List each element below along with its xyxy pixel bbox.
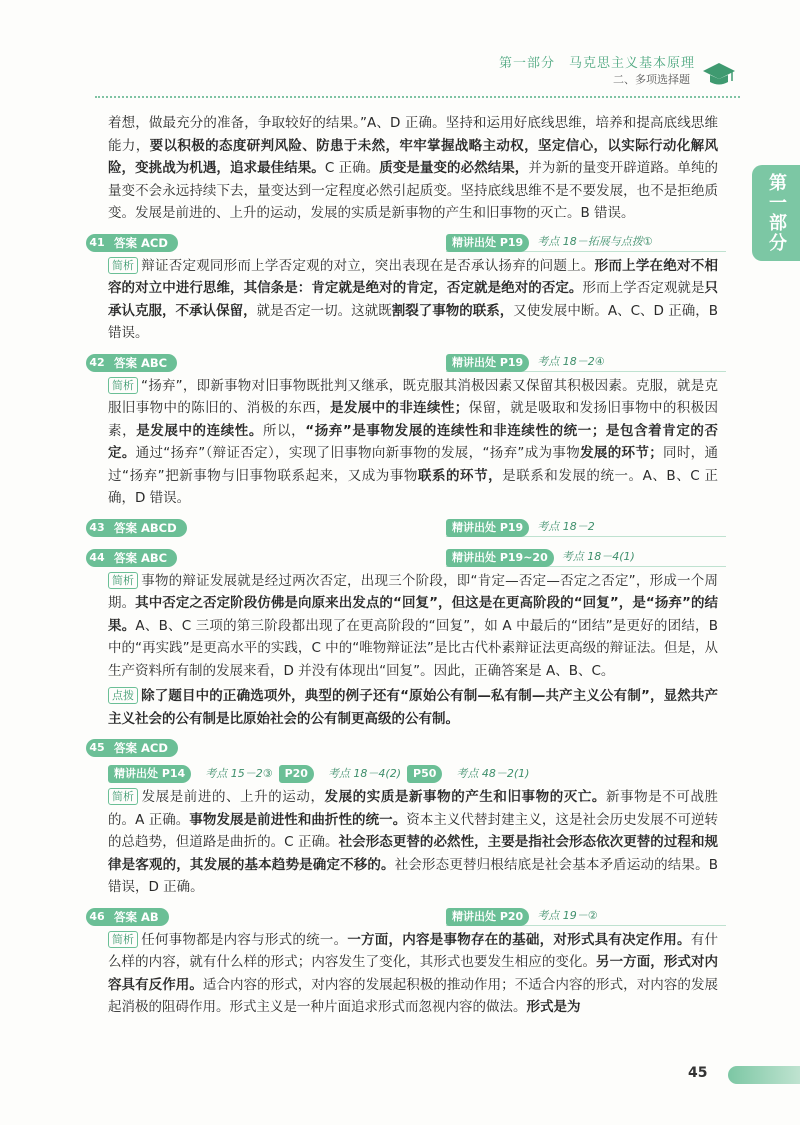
answer-header-row bbox=[86, 736, 718, 760]
answer-badge: 答案 ABC bbox=[108, 354, 177, 372]
bold-text-run: 事物发展是前进性和曲折性的统一。 bbox=[189, 811, 407, 828]
source-reference bbox=[446, 908, 598, 926]
answer-item bbox=[89, 736, 719, 899]
hint-text: 除了题目中的正确选项外，典型的例子还有“原始公有制—私有制—共产主义公有制”，显然共产主义社会的公有制是比原始社会的公有制更高级的公有制。 bbox=[108, 688, 718, 727]
bold-text-run: 一方面，内容是事物存在的基础，对形式具有决定作用。 bbox=[347, 931, 691, 948]
source-reference bbox=[446, 549, 635, 567]
header-divider bbox=[95, 96, 740, 98]
text-run: 保留，就是吸取和发扬旧事物中的积极因素， bbox=[108, 400, 719, 439]
answer-header-row bbox=[86, 516, 718, 540]
text-run: 又使发展中断。A、C、D 正确，B 错误。 bbox=[108, 302, 719, 341]
bold-text-run: 发展的环节； bbox=[580, 445, 663, 461]
text-run: A、B、C 三项的第三阶段都出现了在更高阶段的“回复”，如 A 中最后的“团结”是更好的团结，B 中的“再实践”是更高水平的实践，C 中的“唯物辩证法”是比古代朴素辩证法更高级的辩证法。但是，从生产资料所有制的发展来看，D 并没有体现出“回复”。因此，正确答案是 A、B、C。 bbox=[108, 617, 718, 679]
bold-text-run: 发展的实质是新事物的产生和旧事物的灭亡。 bbox=[324, 789, 606, 805]
page-header bbox=[0, 0, 800, 100]
text-run: 任何事物都是内容与形式的统一。 bbox=[141, 931, 348, 948]
page-number: 45 bbox=[688, 1065, 708, 1081]
answer-item bbox=[89, 905, 719, 1019]
source-reference bbox=[446, 234, 653, 252]
text-run: 所以， bbox=[262, 422, 306, 439]
source-point-text: 考点 18－2④ bbox=[537, 355, 605, 369]
analysis-tag: 简析 bbox=[108, 572, 138, 589]
answer-badge: 答案 ACD bbox=[108, 739, 178, 757]
answer-badge: 答案 ABC bbox=[108, 549, 177, 567]
text-run: 同时，通过“扬弃”把新事物与旧事物联系起来，又成为事物 bbox=[108, 445, 719, 484]
source-point-text: 考点 18－4(2) bbox=[327, 766, 402, 780]
text-run: 资本主义代替封建主义，这是社会历史发展不可逆转的总趋势，但道路是曲折的。C 正确。 bbox=[108, 811, 719, 850]
question-number-badge: 46 bbox=[86, 908, 108, 926]
source-badge: 精讲出处 P19 bbox=[446, 354, 529, 372]
bold-text-run: 是发展中的连续性。 bbox=[136, 422, 263, 439]
bold-text-run: 只承认克服，不承认保留， bbox=[108, 280, 719, 319]
source-badge: P20 bbox=[279, 765, 314, 783]
answer-badge: 答案 ACD bbox=[108, 234, 178, 252]
header-part-title: 第一部分 马克思主义基本原理 bbox=[498, 56, 695, 71]
header-section-title: 二、多项选择题 bbox=[613, 73, 690, 86]
bold-text-run: 另一方面，形式对内容具有反作用。 bbox=[108, 954, 719, 993]
question-number-badge: 42 bbox=[86, 354, 108, 372]
analysis-paragraph bbox=[108, 255, 718, 345]
answer-item bbox=[89, 351, 719, 510]
bold-text-run: 其中否定之否定阶段仿佛是向原来出发点的“回复”，但这是在更高阶段的“回复”，是“扬弃”的结果。 bbox=[108, 595, 719, 634]
text-run: 适合内容的形式，对内容的发展起积极的推动作用；不适合内容的形式，对内容的发展起消极的阻碍作用。形式主义是一种片面追求形式而忽视内容的做法。 bbox=[108, 976, 719, 1015]
text-run: 着想，做最充分的准备，争取较好的结果。”A、D 正确。坚持和运用好底线思维，培养和提高底线思维能力， bbox=[108, 115, 718, 154]
question-number-badge: 43 bbox=[86, 519, 108, 537]
source-badge: 精讲出处 P20 bbox=[446, 908, 529, 926]
source-point-text: 考点 18－拓展与点拨① bbox=[537, 235, 653, 249]
answer-header-row bbox=[86, 351, 718, 375]
source-references-row bbox=[108, 762, 718, 786]
source-point-text: 考点 19－② bbox=[537, 909, 598, 923]
analysis-tag: 简析 bbox=[108, 257, 138, 274]
text-run: “扬弃”，即新事物对旧事物既批判又继承，既克服其消极因素又保留其积极因素。克服，就是克服旧事物中的陈旧的、消极的东西， bbox=[108, 377, 718, 416]
text-run: 社会形态更替归根结底是社会基本矛盾运动的结果。B 错误，D 正确。 bbox=[108, 856, 718, 895]
text-run: 通过“扬弃”（辩证否定），实现了旧事物向新事物的发展，“扬弃”成为事物 bbox=[135, 445, 581, 461]
text-run: C 正确。 bbox=[324, 160, 380, 176]
graduation-cap-icon bbox=[702, 60, 736, 88]
bold-text-run: 是发展中的非连续性； bbox=[329, 400, 469, 416]
answer-header-row bbox=[86, 905, 718, 929]
source-point-text: 考点 48－2(1) bbox=[456, 766, 530, 780]
text-run: 是联系和发展的统一。A、B、C 正确，D 错误。 bbox=[108, 467, 718, 506]
page-number-bar bbox=[728, 1066, 800, 1084]
analysis-paragraph bbox=[108, 570, 718, 683]
text-run: 形而上学否定观就是 bbox=[582, 280, 705, 296]
answer-header-row bbox=[86, 546, 718, 570]
text-run: 辩证否定观同形而上学否定观的对立，突出表现在是否承认扬弃的问题上。 bbox=[141, 257, 595, 274]
bold-text-run: “扬弃”是事物发展的连续性和非连续性的统一；是包含着肯定的否定。 bbox=[108, 422, 719, 461]
source-badge: 精讲出处 P19 bbox=[446, 519, 529, 537]
source-badge: 精讲出处 P14 bbox=[108, 765, 191, 783]
text-run: 发展是前进的、上升的运动， bbox=[141, 789, 325, 805]
source-reference bbox=[446, 354, 605, 372]
answer-header-row bbox=[86, 231, 718, 255]
bold-text-run: 形式是为 bbox=[526, 999, 581, 1015]
source-badge: P50 bbox=[407, 765, 442, 783]
bold-text-run: 质变是量变的必然结果， bbox=[379, 160, 529, 176]
answer-item bbox=[89, 516, 718, 540]
question-number-badge: 44 bbox=[86, 549, 108, 567]
question-number-badge: 45 bbox=[86, 739, 108, 757]
analysis-paragraph bbox=[108, 929, 718, 1019]
analysis-tag: 简析 bbox=[108, 931, 138, 948]
bold-text-run: 联系的环节， bbox=[417, 467, 503, 484]
answer-item bbox=[89, 231, 719, 345]
text-run: 并为新的量变开辟道路。单纯的量变不会永远持续下去，量变达到一定程度必然引起质变。坚持底线思维不是不要发展，也不是拒绝质变。发展是前进的、上升的运动，发展的实质是新事物的产生和旧事物的灭亡。B 错误。 bbox=[108, 160, 719, 221]
source-reference bbox=[446, 519, 595, 537]
bold-text-run: 要以积极的态度研判风险、防患于未然，牢牢掌握战略主动权，坚定信心，以实际行动化解风险，变挑战为机遇，追求最佳结果。 bbox=[108, 137, 719, 176]
question-number-badge: 41 bbox=[86, 234, 108, 252]
source-badge: 精讲出处 P19 bbox=[446, 234, 529, 252]
bold-text-run: 形而上学在绝对不相容的对立中进行思维，其信条是：肯定就是绝对的肯定，否定就是绝对的否定。 bbox=[108, 257, 719, 296]
source-badge: 精讲出处 P19~20 bbox=[446, 549, 554, 567]
part-side-tab: 第一部分 bbox=[752, 165, 800, 261]
text-run: 事物的辩证发展就是经过两次否定，出现三个阶段，即“肯定—否定—否定之否定”，形成一个周期。 bbox=[108, 572, 718, 611]
text-run: 有什么样的内容，就有什么样的形式；内容发生了变化，其形式也要发生相应的变化。 bbox=[108, 931, 719, 970]
analysis-paragraph bbox=[108, 375, 718, 510]
intro-paragraph bbox=[108, 112, 718, 225]
source-point-text: 考点 18－4(1) bbox=[561, 550, 635, 564]
answer-badge: 答案 ABCD bbox=[108, 519, 187, 537]
hint-tag: 点拨 bbox=[108, 687, 138, 704]
analysis-tag: 简析 bbox=[108, 788, 138, 805]
main-content bbox=[89, 112, 719, 1019]
text-run: 就是否定一切。这就既 bbox=[256, 302, 392, 319]
source-point-text: 考点 18－2 bbox=[537, 520, 595, 534]
text-run: 新事物是不可战胜的。A 正确。 bbox=[108, 789, 719, 828]
answer-item bbox=[89, 546, 719, 731]
analysis-paragraph bbox=[108, 786, 718, 899]
source-point-text: 考点 15－2③ bbox=[205, 766, 273, 780]
bold-text-run: 社会形态更替的必然性，主要是指社会形态依次更替的过程和规律是客观的，其发展的基本趋势是确定不移的。 bbox=[108, 834, 719, 873]
answer-items bbox=[89, 231, 719, 1019]
bold-text-run: 割裂了事物的联系， bbox=[391, 302, 514, 319]
answer-badge: 答案 AB bbox=[108, 908, 169, 926]
hint-paragraph bbox=[108, 685, 718, 730]
analysis-tag: 简析 bbox=[108, 377, 138, 394]
